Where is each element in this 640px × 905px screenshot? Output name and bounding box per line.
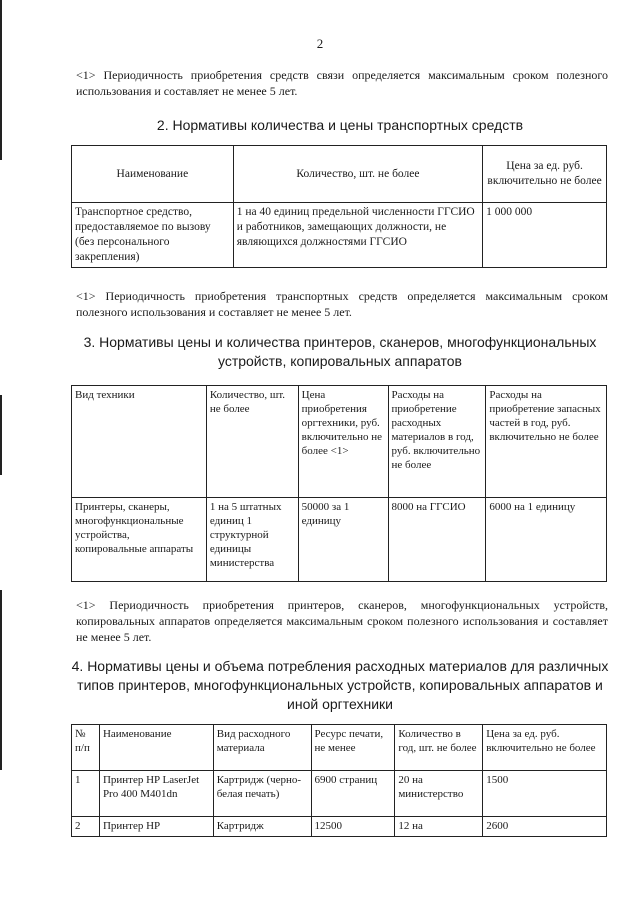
- scan-edge-line: [0, 0, 2, 160]
- table-cell: 12 на: [395, 817, 483, 837]
- table-row: [72, 203, 607, 268]
- column-header: Вид техники: [72, 386, 207, 498]
- column-header: Наименование: [99, 725, 213, 771]
- table-header-row: [72, 725, 607, 771]
- table-cell: 12500: [311, 817, 395, 837]
- section-4-title: 4. Нормативы цены и объема потребления расходных материалов для различных типов принтеров, многофункциональных устройств, копировальных аппаратов и иной оргтехники: [71, 658, 609, 712]
- page-number: 2: [316, 36, 324, 51]
- table-cell: 50000 за 1 единицу: [298, 498, 388, 582]
- column-header: № п/п: [72, 725, 100, 771]
- table-cell: 6900 страниц: [311, 771, 395, 817]
- table-cell: Картридж (черно-белая печать): [213, 771, 311, 817]
- section-2-title: 2. Нормативы количества и цены транспортных средств: [156, 117, 524, 133]
- table-cell: 1 на 40 единиц предельной численности ГГСИО и работников, замещающих должности, не являющихся должностями ГГСИО: [233, 203, 482, 268]
- footnote-transport: <1> Периодичность приобретения транспортных средств определяется максимальным сроком полезного использования и составляет не менее 5 лет.: [76, 289, 608, 319]
- table-row: [72, 771, 607, 817]
- table-cell: 1500: [483, 771, 607, 817]
- column-header: Расходы на приобретение запасных частей в год, руб. включительно не более: [486, 386, 607, 498]
- table-cell: 2600: [483, 817, 607, 837]
- table-cell: 1 на 5 штатных единиц 1 структурной единицы министерства: [206, 498, 298, 582]
- column-header: Количество, шт. не более: [206, 386, 298, 498]
- column-header: Вид расходного материала: [213, 725, 311, 771]
- table-cell: Транспортное средство, предоставляемое по вызову (без персонального закрепления): [72, 203, 234, 268]
- transport-table: [71, 145, 607, 268]
- consumables-table: [71, 724, 607, 837]
- table-cell: 1 000 000: [483, 203, 607, 268]
- footnote-printers: <1> Периодичность приобретения принтеров, сканеров, многофункциональных устройств, копировальных аппаратов определяется максимальным сроком полезного использования и составляет не менее 5 лет.: [76, 598, 608, 644]
- table-cell: 8000 на ГГСИО: [388, 498, 486, 582]
- table-cell: 1: [72, 771, 100, 817]
- column-header: Расходы на приобретение расходных материалов в год, руб. включительно не более: [388, 386, 486, 498]
- column-header: Ресурс печати, не менее: [311, 725, 395, 771]
- column-header: Цена за ед. руб. включительно не более: [483, 146, 607, 203]
- footnote-communication: <1> Периодичность приобретения средств связи определяется максимальным сроком полезного использования и составляет не менее 5 лет.: [76, 68, 608, 98]
- table-header-row: [72, 386, 607, 498]
- table-cell: Принтер HP LaserJet Pro 400 M401dn: [99, 771, 213, 817]
- table-cell: 6000 на 1 единицу: [486, 498, 607, 582]
- table-cell: Принтер HP: [99, 817, 213, 837]
- printers-table: [71, 385, 607, 582]
- scan-edge-line: [0, 395, 2, 475]
- column-header: Наименование: [72, 146, 234, 203]
- section-3-title: 3. Нормативы цены и количества принтеров, сканеров, многофункциональных устройств, копировальных аппаратов: [83, 334, 597, 369]
- table-row: [72, 498, 607, 582]
- table-cell: Картридж: [213, 817, 311, 837]
- table-cell: Принтеры, сканеры, многофункциональные устройства, копировальные аппараты: [72, 498, 207, 582]
- column-header: Цена приобретения оргтехники, руб. включительно не более <1>: [298, 386, 388, 498]
- column-header: Цена за ед. руб. включительно не более: [483, 725, 607, 771]
- column-header: Количество в год, шт. не более: [395, 725, 483, 771]
- column-header: Количество, шт. не более: [233, 146, 482, 203]
- table-cell: 2: [72, 817, 100, 837]
- table-cell: 20 на министерство: [395, 771, 483, 817]
- table-row: [72, 817, 607, 837]
- table-header-row: [72, 146, 607, 203]
- scan-edge-line: [0, 590, 2, 770]
